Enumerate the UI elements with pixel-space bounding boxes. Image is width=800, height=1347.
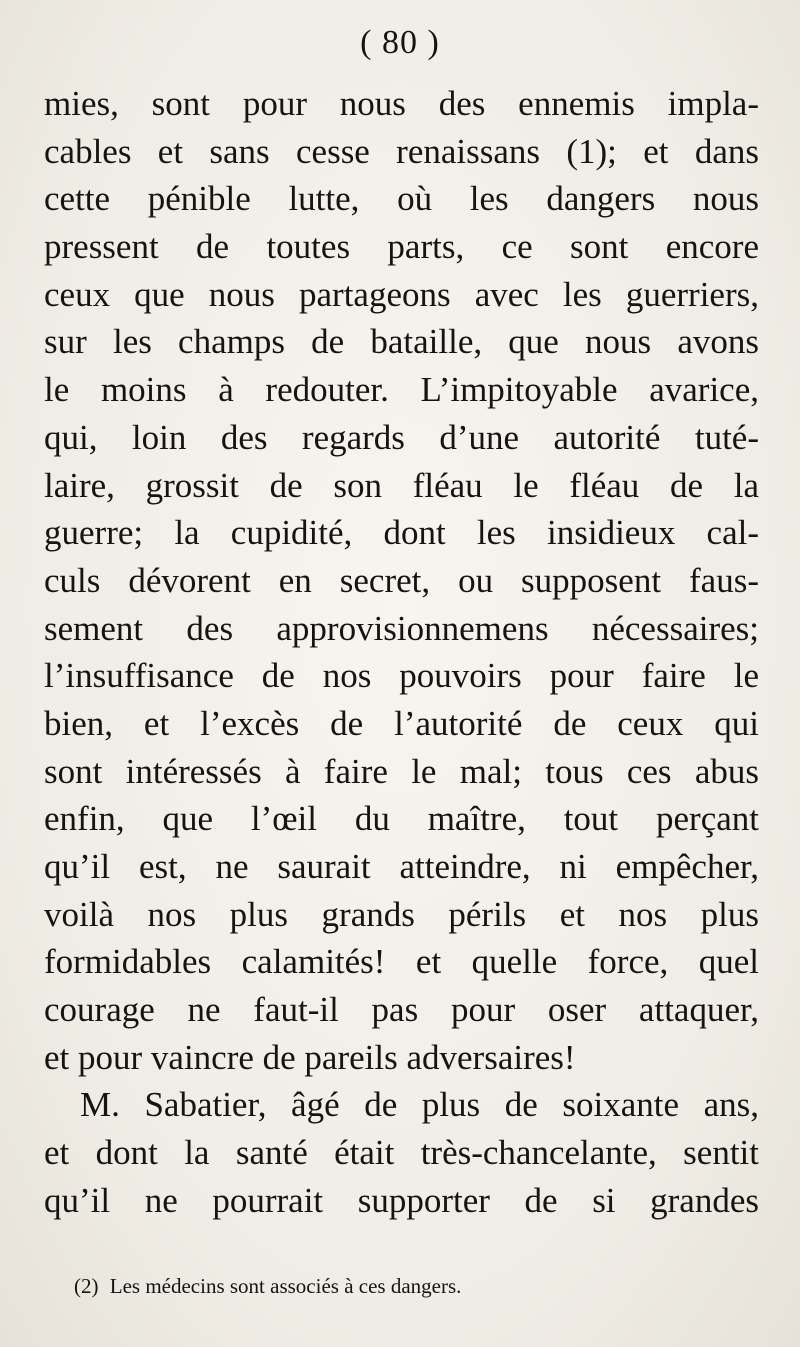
text-line: l’insuffisance de nos pouvoirs pour faire le xyxy=(44,656,759,696)
text-line: laire, grossit de son fléau le fléau de la xyxy=(44,465,759,505)
text-line: le moins à redouter. L’impitoyable avarice, xyxy=(44,370,759,410)
text-line: sont intéressés à faire le mal; tous ces abus xyxy=(44,751,759,791)
text-line: qu’il ne pourrait supporter de si grandes xyxy=(44,1180,759,1220)
text-line: cables et sans cesse renaissans (1); et dans xyxy=(44,131,759,171)
footnote-text: Les médecins sont associés à ces dangers. xyxy=(109,1274,462,1298)
text-line: pressent de toutes parts, ce sont encore xyxy=(44,227,759,267)
text-line: et dont la santé était très-chancelante, sentit xyxy=(44,1133,759,1173)
text-line: formidables calamités! et quelle force, quel xyxy=(44,942,759,982)
text-line: voilà nos plus grands périls et nos plus xyxy=(44,894,759,934)
text-line: mies, sont pour nous des ennemis impla- xyxy=(44,84,759,123)
body-text xyxy=(44,80,759,1225)
text-line: sement des approvisionnemens nécessaires; xyxy=(44,608,759,648)
text-line: bien, et l’excès de l’autorité de ceux qui xyxy=(44,703,759,743)
paragraph-start-line: M. Sabatier, âgé de plus de soixante ans, xyxy=(80,1085,759,1125)
footnote-marker: (2) xyxy=(74,1274,99,1298)
text-line: ceux que nous partageons avec les guerriers, xyxy=(44,274,759,314)
text-line: culs dévorent en secret, ou supposent faus- xyxy=(44,560,759,600)
text-line: cette pénible lutte, où les dangers nous xyxy=(44,179,759,219)
text-line: guerre; la cupidité, dont les insidieux cal- xyxy=(44,513,759,553)
footnote xyxy=(74,1274,754,1299)
paragraph-end-line: et pour vaincre de pareils adversaires! xyxy=(44,1037,576,1077)
page-number: ( 80 ) xyxy=(360,24,440,61)
text-line: enfin, que l’œil du maître, tout perçant xyxy=(44,799,759,839)
text-line: sur les champs de bataille, que nous avons xyxy=(44,322,759,362)
text-line: qui, loin des regards d’une autorité tuté- xyxy=(44,417,759,457)
text-line: qu’il est, ne saurait atteindre, ni empêcher, xyxy=(44,847,759,886)
text-line: courage ne faut-il pas pour oser attaquer, xyxy=(44,990,759,1030)
